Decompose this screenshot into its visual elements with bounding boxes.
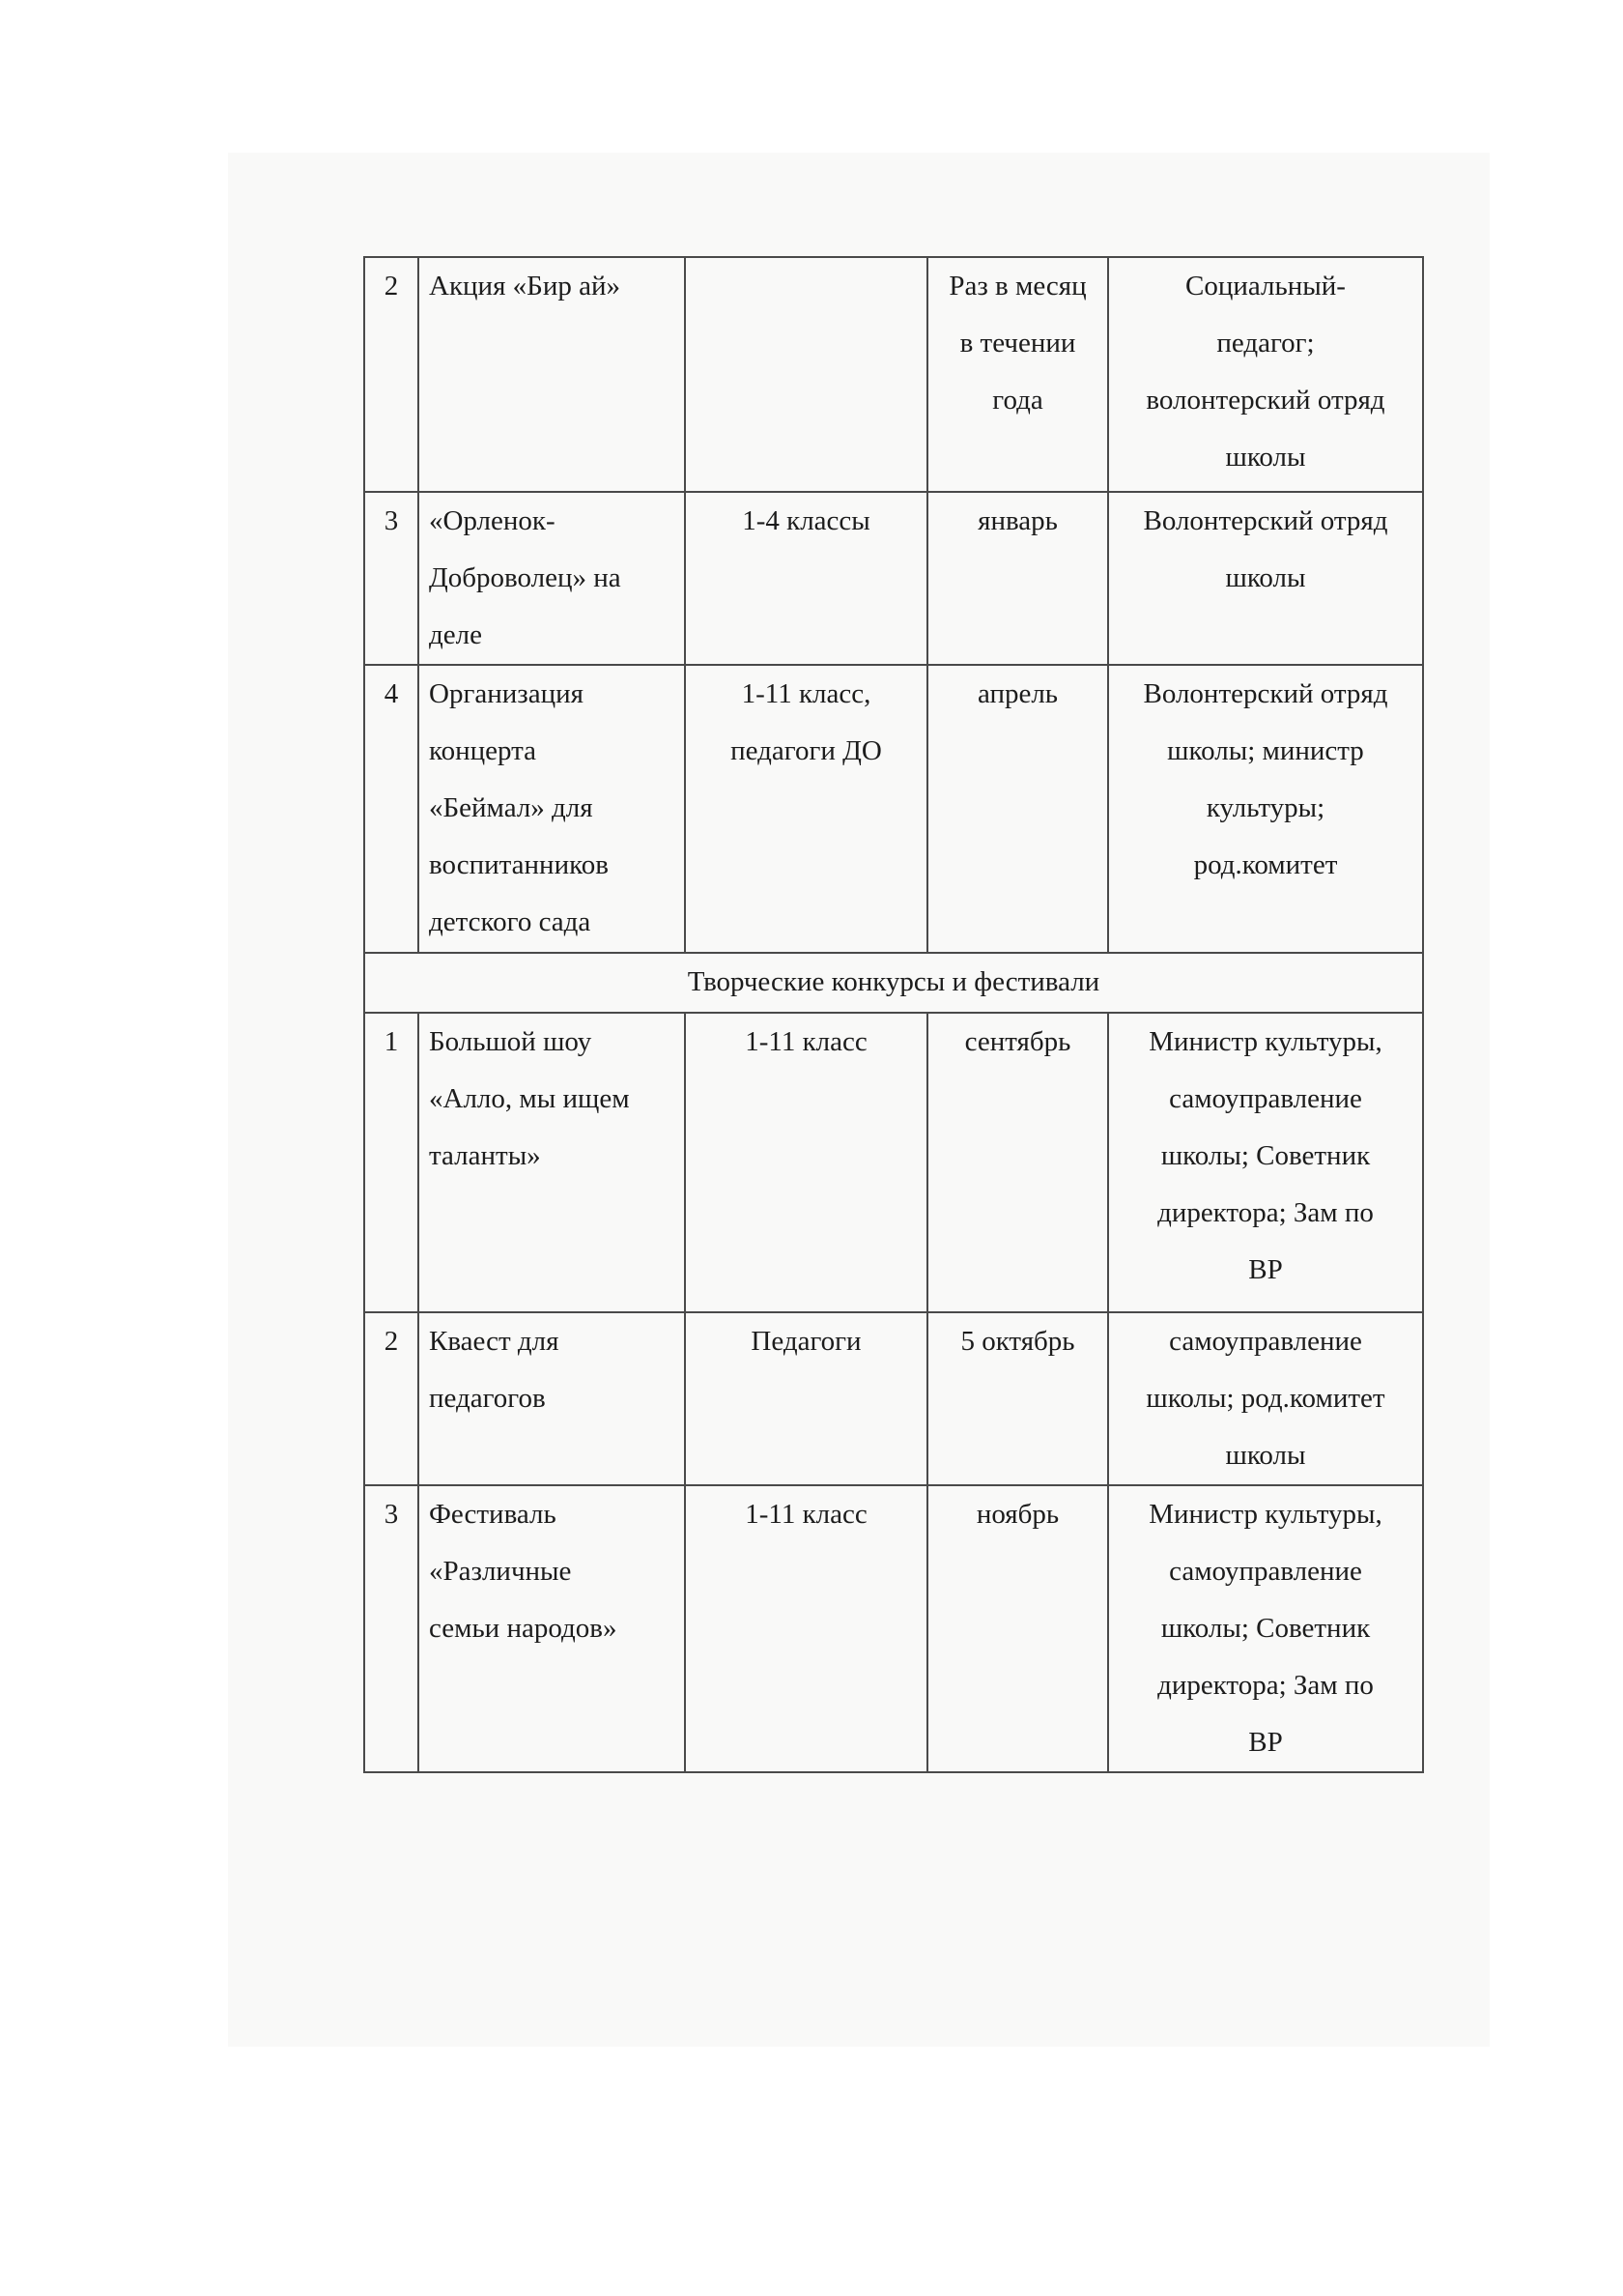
participants-cell: [685, 492, 927, 665]
responsible-cell-line: Волонтерский отряд: [1143, 678, 1388, 709]
responsible-cell-line: ВР: [1248, 1254, 1283, 1285]
event-cell-line: Доброволец» на: [429, 562, 621, 593]
event-cell-line: «Алло, мы ищем: [429, 1083, 630, 1114]
responsible-cell-line: Министр культуры,: [1149, 1499, 1382, 1530]
date-cell-line: в течении: [959, 328, 1076, 359]
section-title: Творческие конкурсы и фестивали: [364, 953, 1423, 1013]
date-cell-line: сентябрь: [964, 1026, 1071, 1057]
row-number: 3: [364, 1485, 418, 1772]
event-cell-line: концерта: [429, 735, 537, 766]
section-row: [364, 953, 1423, 1013]
participants-cell-line: Педагоги: [751, 1326, 862, 1357]
event-cell-line: педагогов: [429, 1383, 546, 1414]
responsible-cell: [1108, 665, 1423, 953]
date-cell-line: ноябрь: [976, 1499, 1060, 1530]
responsible-cell-line: Социальный-: [1185, 271, 1346, 301]
event-cell-line: Акция «Бир ай»: [429, 271, 620, 301]
event-cell: [418, 1485, 685, 1772]
responsible-cell-line: школы; род.комитет: [1146, 1383, 1385, 1414]
event-cell-line: Большой шоу: [429, 1026, 592, 1057]
responsible-cell-line: школы; Советник: [1160, 1140, 1371, 1171]
responsible-cell-line: культуры;: [1206, 792, 1325, 823]
participants-cell: [685, 1312, 927, 1485]
responsible-cell-line: род.комитет: [1193, 849, 1338, 880]
responsible-cell-line: Волонтерский отряд: [1143, 505, 1388, 536]
event-cell-line: детского сада: [429, 906, 591, 937]
responsible-cell-line: школы: [1225, 442, 1306, 473]
responsible-cell: [1108, 492, 1423, 665]
participants-cell: [685, 1013, 927, 1312]
responsible-cell: [1108, 1312, 1423, 1485]
responsible-cell-line: самоуправление: [1169, 1083, 1362, 1114]
date-cell-line: года: [992, 385, 1043, 416]
events-table-body: [364, 257, 1423, 1772]
responsible-cell: [1108, 1485, 1423, 1772]
responsible-cell-line: ВР: [1248, 1727, 1283, 1758]
date-cell: [927, 1485, 1108, 1772]
responsible-cell-line: волонтерский отряд: [1146, 385, 1385, 416]
event-cell: [418, 1013, 685, 1312]
event-cell-line: воспитанников: [429, 849, 609, 880]
event-cell-line: Организация: [429, 678, 584, 709]
responsible-cell-line: школы; министр: [1167, 735, 1364, 766]
date-cell: [927, 492, 1108, 665]
event-cell-line: таланты»: [429, 1140, 541, 1171]
event-cell-line: Кваест для: [429, 1326, 559, 1357]
event-cell-line: «Различные: [429, 1556, 572, 1587]
event-cell: [418, 492, 685, 665]
event-cell-line: Фестиваль: [429, 1499, 556, 1530]
date-cell: [927, 1013, 1108, 1312]
date-cell-line: Раз в месяц: [949, 271, 1087, 301]
responsible-cell-line: школы: [1225, 1440, 1306, 1471]
event-cell: [418, 257, 685, 492]
participants-cell-line: 1-11 класс: [745, 1499, 868, 1530]
table-row: [364, 492, 1423, 665]
responsible-cell-line: директора; Зам по: [1157, 1197, 1374, 1228]
date-cell-line: 5 октябрь: [960, 1326, 1075, 1357]
row-number: 3: [364, 492, 418, 665]
responsible-cell-line: школы; Советник: [1160, 1613, 1371, 1644]
responsible-cell-line: самоуправление: [1169, 1326, 1362, 1357]
date-cell: [927, 257, 1108, 492]
date-cell-line: апрель: [977, 678, 1059, 709]
event-cell-line: «Беймал» для: [429, 792, 593, 823]
events-table: [363, 256, 1424, 1773]
responsible-cell: [1108, 1013, 1423, 1312]
responsible-cell-line: Министр культуры,: [1149, 1026, 1382, 1057]
row-number: 2: [364, 1312, 418, 1485]
participants-cell-line: 1-11 класс: [745, 1026, 868, 1057]
responsible-cell-line: педагог;: [1216, 328, 1315, 359]
date-cell: [927, 665, 1108, 953]
table-row: [364, 665, 1423, 953]
event-cell-line: «Орленок-: [429, 505, 555, 536]
participants-cell: [685, 665, 927, 953]
table-row: [364, 1485, 1423, 1772]
responsible-cell: [1108, 257, 1423, 492]
responsible-cell-line: директора; Зам по: [1157, 1670, 1374, 1701]
participants-cell-line: 1-11 класс,: [741, 678, 871, 709]
participants-cell-line: педагоги ДО: [730, 735, 882, 766]
row-number: 2: [364, 257, 418, 492]
participants-cell-line: 1-4 классы: [742, 505, 870, 536]
date-cell: [927, 1312, 1108, 1485]
responsible-cell-line: школы: [1225, 562, 1306, 593]
row-number: 4: [364, 665, 418, 953]
event-cell-line: деле: [429, 619, 482, 650]
row-number: 1: [364, 1013, 418, 1312]
table-row: [364, 1312, 1423, 1485]
event-cell: [418, 665, 685, 953]
event-cell-line: семьи народов»: [429, 1613, 617, 1644]
participants-cell: [685, 1485, 927, 1772]
event-cell: [418, 1312, 685, 1485]
date-cell-line: январь: [978, 505, 1058, 536]
responsible-cell-line: самоуправление: [1169, 1556, 1362, 1587]
table-row: [364, 1013, 1423, 1312]
table-row: [364, 257, 1423, 492]
participants-cell: [685, 257, 927, 492]
